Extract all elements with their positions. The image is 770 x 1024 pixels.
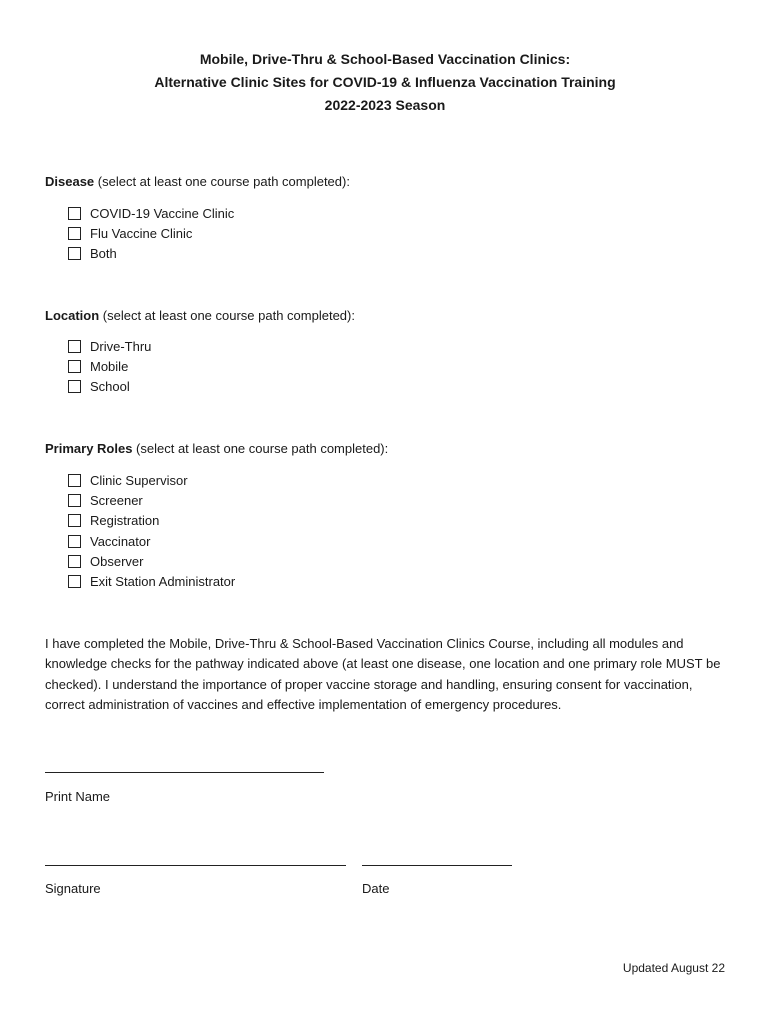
role-option[interactable] bbox=[68, 511, 235, 531]
option-label: Exit Station Administrator bbox=[90, 574, 236, 590]
roles-heading bbox=[45, 441, 388, 456]
checkbox[interactable] bbox=[68, 555, 81, 568]
option-label: Mobile bbox=[90, 358, 129, 374]
signature-line[interactable] bbox=[45, 865, 346, 866]
option-label: Observer bbox=[90, 553, 144, 569]
disease-note: (select at least one course path completed): bbox=[94, 174, 350, 189]
role-option[interactable] bbox=[68, 531, 235, 551]
checkbox[interactable] bbox=[68, 207, 81, 220]
location-option[interactable] bbox=[68, 336, 151, 356]
option-label: Screener bbox=[90, 492, 143, 508]
checkbox[interactable] bbox=[68, 247, 81, 260]
checkbox[interactable] bbox=[68, 494, 81, 507]
location-note: (select at least one course path completed): bbox=[99, 308, 355, 323]
disease-option[interactable] bbox=[68, 244, 234, 264]
checkbox[interactable] bbox=[68, 514, 81, 527]
roles-options bbox=[68, 470, 235, 592]
footer-updated: Updated August 22 bbox=[622, 961, 725, 975]
checkbox[interactable] bbox=[68, 360, 81, 373]
title-line-2: Alternative Clinic Sites for COVID-19 & Influenza Vaccination Training bbox=[154, 74, 616, 90]
option-label: COVID-19 Vaccine Clinic bbox=[90, 205, 235, 221]
title-line-1: Mobile, Drive-Thru & School-Based Vaccination Clinics: bbox=[199, 51, 571, 67]
disease-heading bbox=[45, 174, 350, 189]
date-line[interactable] bbox=[362, 865, 512, 866]
checkbox[interactable] bbox=[68, 535, 81, 548]
signature-label: Signature bbox=[45, 881, 101, 896]
checkbox[interactable] bbox=[68, 380, 81, 393]
location-option[interactable] bbox=[68, 377, 151, 397]
role-option[interactable] bbox=[68, 551, 235, 571]
roles-note: (select at least one course path completed): bbox=[132, 441, 389, 456]
disease-option[interactable] bbox=[68, 223, 234, 243]
option-label: School bbox=[90, 379, 130, 395]
option-label: Both bbox=[90, 246, 117, 262]
checkbox[interactable] bbox=[68, 340, 81, 353]
location-options bbox=[68, 336, 151, 397]
option-label: Drive-Thru bbox=[90, 338, 152, 354]
print-name-line[interactable] bbox=[45, 772, 324, 773]
date-label: Date bbox=[362, 881, 390, 896]
option-label: Registration bbox=[90, 513, 160, 529]
option-label: Vaccinator bbox=[90, 533, 151, 549]
title-line-3: 2022-2023 Season bbox=[324, 97, 446, 113]
disease-options bbox=[68, 203, 234, 264]
checkbox[interactable] bbox=[68, 474, 81, 487]
roles-label: Primary Roles bbox=[45, 441, 133, 456]
role-option[interactable] bbox=[68, 490, 235, 510]
role-option[interactable] bbox=[68, 470, 235, 490]
checkbox[interactable] bbox=[68, 575, 81, 588]
role-option[interactable] bbox=[68, 571, 235, 591]
attestation-paragraph: I have completed the Mobile, Drive-Thru & School-Based Vaccination Clinics Course, including all modules and knowledge checks for the pathway indicated above (at least one disease, one location and one primary role MUST be checked). I understand the importance of proper vaccine storage and handling, ensuring consent for vaccination, correct administration of vaccines and effective implementation of emergency procedures. bbox=[45, 636, 721, 712]
checkbox[interactable] bbox=[68, 227, 81, 240]
option-label: Clinic Supervisor bbox=[90, 472, 188, 488]
disease-label: Disease bbox=[45, 174, 95, 189]
option-label: Flu Vaccine Clinic bbox=[90, 225, 193, 241]
disease-option[interactable] bbox=[68, 203, 234, 223]
location-heading bbox=[45, 308, 355, 323]
location-option[interactable] bbox=[68, 356, 151, 376]
document-title bbox=[0, 48, 770, 117]
print-name-label: Print Name bbox=[45, 789, 111, 804]
location-label: Location bbox=[45, 308, 100, 323]
